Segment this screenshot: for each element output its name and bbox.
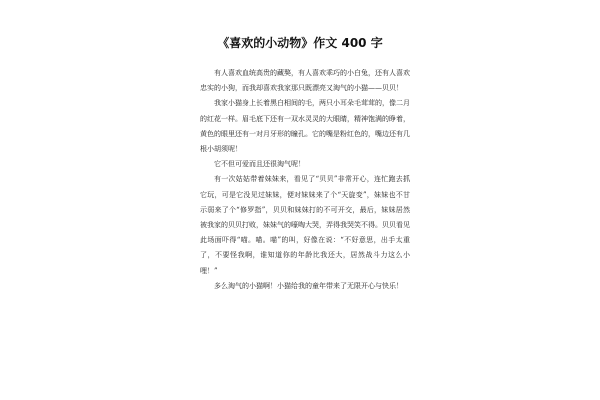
paragraph-5: 多么淘气的小猫啊！小猫给我的童年带来了无限开心与快乐！: [214, 281, 403, 290]
paragraph-1: 有人喜欢血统高贵的藏獒，有人喜欢乖巧的小白兔，还有人喜欢忠实的小狗，而我却喜欢我家那只既漂亮又淘气的小猫——贝贝！: [200, 69, 410, 93]
document-body: [200, 66, 410, 294]
paragraph-4: 有一次姑姑带着妹妹来，看见了“贝贝”非常开心，连忙跑去抓它玩，可是它没见过妹妹，便对妹妹来了个“天旋变”，妹妹也不甘示弱来了个“修罗指”，贝贝和妹妹打的不可开交，最后，妹妹居然被我家的贝贝打败，妹妹气的嚎啕大哭，弄得我哭笑不得。贝贝看见此场面吓得“喵。喵。喵”的叫，好像在说：“不好意思，出手太重了，不要怪我啊，谁知道你的年龄比我还大，居然战斗力这么小哩！”: [200, 175, 410, 275]
paragraph-2: 我家小猫身上长着黑白相间的毛，两只小耳朵毛茸茸的，像二月的红花一样。眉毛底下还有一双水灵灵的大眼睛，精神饱满的睁着，黄色的眼里还有一对月牙形的瞳孔。它的嘴是粉红色的，嘴边还有几根小胡须呢！: [200, 99, 410, 154]
document-title: 《喜欢的小动物》作文 400 字: [217, 36, 383, 50]
paragraph-3: 它不但可爱而且还很淘气呢！: [214, 160, 305, 169]
